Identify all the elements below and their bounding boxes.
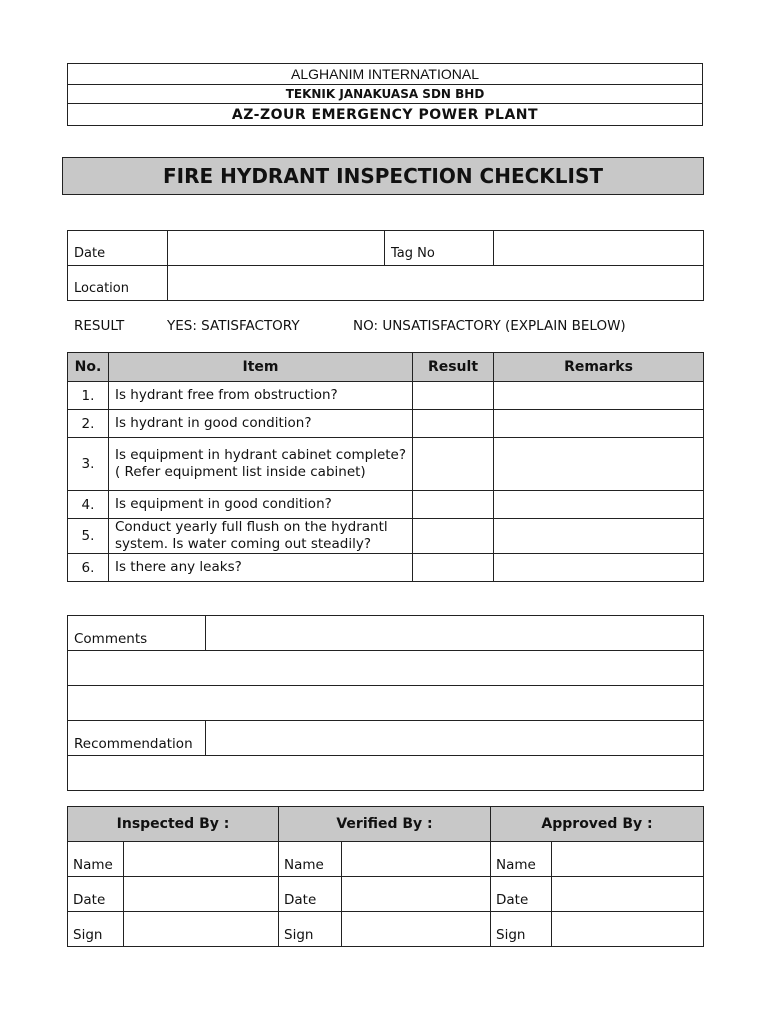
row-item: Is equipment in good condition? <box>109 491 413 519</box>
date-field[interactable] <box>168 231 385 266</box>
row-remarks-field[interactable] <box>494 554 704 582</box>
table-row <box>68 410 704 438</box>
verified-sign-label: Sign <box>279 912 342 947</box>
recommendation-field[interactable] <box>206 721 704 756</box>
date-label: Date <box>68 231 168 266</box>
header-table <box>67 63 703 126</box>
row-number: 4. <box>68 491 109 519</box>
tag-no-label: Tag No <box>385 231 494 266</box>
row-result-field[interactable] <box>413 491 494 519</box>
row-item: Conduct yearly full flush on the hydrantl system. Is water coming out steadily? <box>109 519 413 554</box>
inspected-date-field[interactable] <box>124 877 279 912</box>
row-remarks-field[interactable] <box>494 438 704 491</box>
signoff-table <box>67 806 704 947</box>
header-item: Item <box>109 353 413 382</box>
row-number: 2. <box>68 410 109 438</box>
row-remarks-field[interactable] <box>494 410 704 438</box>
inspected-name-field[interactable] <box>124 842 279 877</box>
inspected-by-header: Inspected By : <box>68 807 279 842</box>
approved-sign-label: Sign <box>491 912 552 947</box>
location-label: Location <box>68 266 168 301</box>
verified-sign-field[interactable] <box>342 912 491 947</box>
comments-line[interactable] <box>68 686 704 721</box>
verified-by-header: Verified By : <box>279 807 491 842</box>
verified-name-field[interactable] <box>342 842 491 877</box>
row-result-field[interactable] <box>413 519 494 554</box>
row-result-field[interactable] <box>413 382 494 410</box>
row-item: Is equipment in hydrant cabinet complete? ( Refer equipment list inside cabinet) <box>109 438 413 491</box>
comments-field[interactable] <box>206 616 704 651</box>
approved-sign-field[interactable] <box>552 912 704 947</box>
row-result-field[interactable] <box>413 554 494 582</box>
inspected-date-label: Date <box>68 877 124 912</box>
comments-table <box>67 615 704 791</box>
result-yes: YES: SATISFACTORY <box>167 318 300 334</box>
checklist-table <box>67 352 704 582</box>
verified-date-label: Date <box>279 877 342 912</box>
row-result-field[interactable] <box>413 438 494 491</box>
comments-line[interactable] <box>68 651 704 686</box>
header-no: No. <box>68 353 109 382</box>
inspected-name-label: Name <box>68 842 124 877</box>
verified-name-label: Name <box>279 842 342 877</box>
approved-name-label: Name <box>491 842 552 877</box>
subsidiary-name: TEKNIK JANAKUASA SDN BHD <box>68 85 703 104</box>
row-remarks-field[interactable] <box>494 519 704 554</box>
verified-date-field[interactable] <box>342 877 491 912</box>
table-row <box>68 438 704 491</box>
row-item: Is there any leaks? <box>109 554 413 582</box>
table-row <box>68 382 704 410</box>
row-number: 5. <box>68 519 109 554</box>
row-number: 1. <box>68 382 109 410</box>
inspected-sign-label: Sign <box>68 912 124 947</box>
approved-by-header: Approved By : <box>491 807 704 842</box>
row-item: Is hydrant free from obstruction? <box>109 382 413 410</box>
row-item: Is hydrant in good condition? <box>109 410 413 438</box>
row-remarks-field[interactable] <box>494 382 704 410</box>
inspected-sign-field[interactable] <box>124 912 279 947</box>
page-title: FIRE HYDRANT INSPECTION CHECKLIST <box>62 157 704 195</box>
comments-label: Comments <box>68 616 206 651</box>
recommendation-label: Recommendation <box>68 721 206 756</box>
approved-date-field[interactable] <box>552 877 704 912</box>
row-number: 6. <box>68 554 109 582</box>
table-row <box>68 554 704 582</box>
company-name: ALGHANIM INTERNATIONAL <box>68 64 703 85</box>
result-no: NO: UNSATISFACTORY (EXPLAIN BELOW) <box>353 318 626 334</box>
row-result-field[interactable] <box>413 410 494 438</box>
result-label: RESULT <box>74 318 125 334</box>
approved-name-field[interactable] <box>552 842 704 877</box>
row-remarks-field[interactable] <box>494 491 704 519</box>
row-number: 3. <box>68 438 109 491</box>
tag-no-field[interactable] <box>494 231 704 266</box>
table-row <box>68 491 704 519</box>
info-table <box>67 230 704 301</box>
header-remarks: Remarks <box>494 353 704 382</box>
approved-date-label: Date <box>491 877 552 912</box>
location-field[interactable] <box>168 266 704 301</box>
header-result: Result <box>413 353 494 382</box>
recommendation-line[interactable] <box>68 756 704 791</box>
table-row <box>68 519 704 554</box>
plant-name: AZ-ZOUR EMERGENCY POWER PLANT <box>68 104 703 126</box>
